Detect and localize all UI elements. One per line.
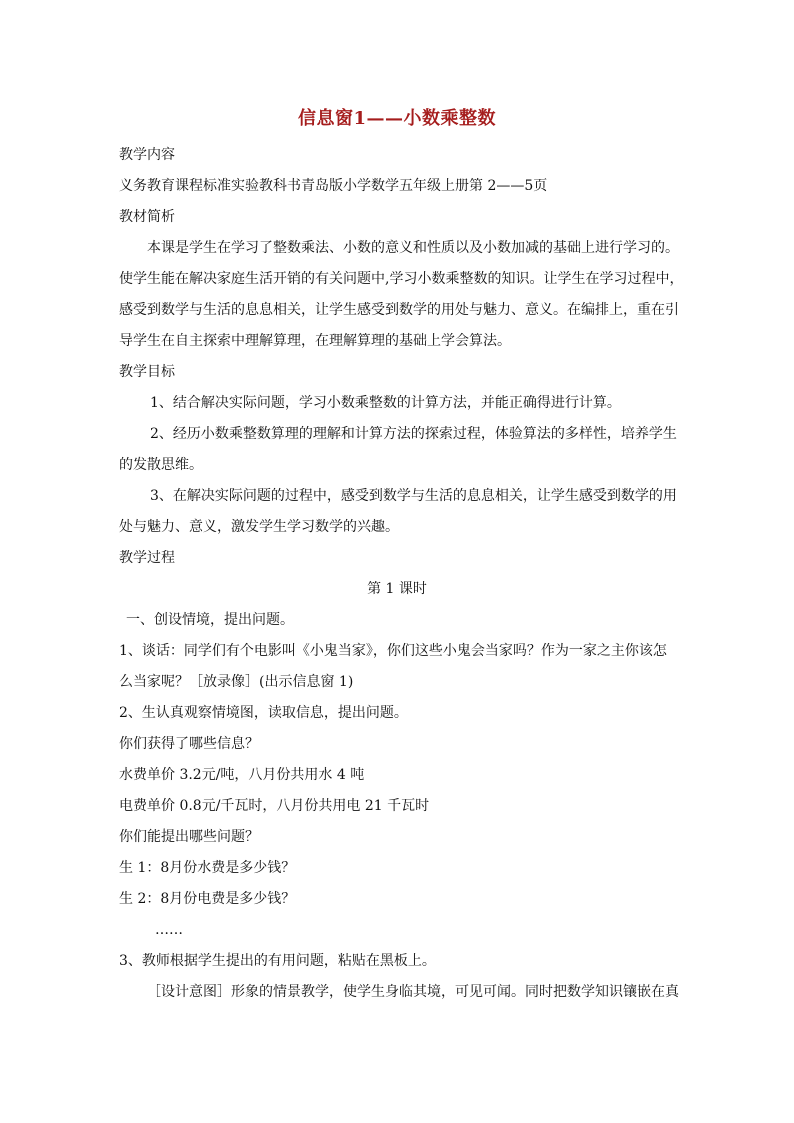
heading-material-analysis: 教材简析	[119, 209, 175, 225]
text-line: 的发散思维。	[119, 457, 203, 473]
text-line: 处与魅力、意义，激发学生学习数学的兴趣。	[119, 519, 399, 535]
text-line: 导学生在自主探索中理解算理，在理解算理的基础上学会算法。	[119, 333, 511, 349]
ellipsis: ……	[155, 922, 183, 938]
lesson-number: 第 1 课时	[367, 581, 427, 597]
text-line: 1、谈话：同学们有个电影叫《小鬼当家》，你们这些小鬼会当家吗？作为一家之主你该怎	[119, 643, 667, 659]
document-title: 信息窗1——小数乘整数	[297, 108, 497, 129]
text-line: 你们获得了哪些信息？	[119, 736, 259, 752]
text-line: 义务教育课程标准实验教科书青岛版小学数学五年级上册第 2——5页	[119, 178, 548, 194]
text-line: 2、生认真观察情境图，读取信息，提出问题。	[119, 705, 408, 721]
heading-teaching-content: 教学内容	[119, 147, 175, 163]
text-line: 电费单价 0.8元/千瓦时，八月份共用电 21 千瓦时	[119, 798, 430, 814]
text-line: 1、结合解决实际问题，学习小数乘整数的计算方法，并能正确得进行计算。	[150, 395, 621, 411]
text-line: 生 2：8月份电费是多少钱？	[119, 891, 296, 907]
heading-teaching-process: 教学过程	[119, 550, 175, 566]
heading-teaching-goals: 教学目标	[119, 364, 175, 380]
text-line: ［设计意图］形象的情景教学，使学生身临其境，可见可闻。同时把数学知识镶嵌在真	[147, 984, 679, 1000]
text-line: 2、经历小数乘整数算理的理解和计算方法的探索过程，体验算法的多样性，培养学生	[150, 426, 677, 442]
text-line: 使学生能在解决家庭生活开销的有关问题中,学习小数乘整数的知识。让学生在学习过程中，	[119, 271, 684, 287]
text-line: 3、在解决实际问题的过程中，感受到数学与生活的息息相关，让学生感受到数学的用	[150, 488, 677, 504]
text-line: 本课是学生在学习了整数乘法、小数的意义和性质以及小数加减的基础上进行学习的。	[147, 240, 679, 256]
text-line: 水费单价 3.2元/吨，八月份共用水 4 吨	[119, 767, 365, 783]
text-line: 3、教师根据学生提出的有用问题，粘贴在黑板上。	[119, 953, 436, 969]
section-heading: 一、创设情境，提出问题。	[126, 612, 294, 628]
text-line: 生 1：8月份水费是多少钱？	[119, 860, 296, 876]
text-line: 么当家呢？［放录像］(出示信息窗 1)	[119, 674, 354, 690]
text-line: 感受到数学与生活的息息相关，让学生感受到数学的用处与魅力、意义。在编排上，重在引	[119, 302, 679, 318]
text-line: 你们能提出哪些问题？	[119, 829, 259, 845]
